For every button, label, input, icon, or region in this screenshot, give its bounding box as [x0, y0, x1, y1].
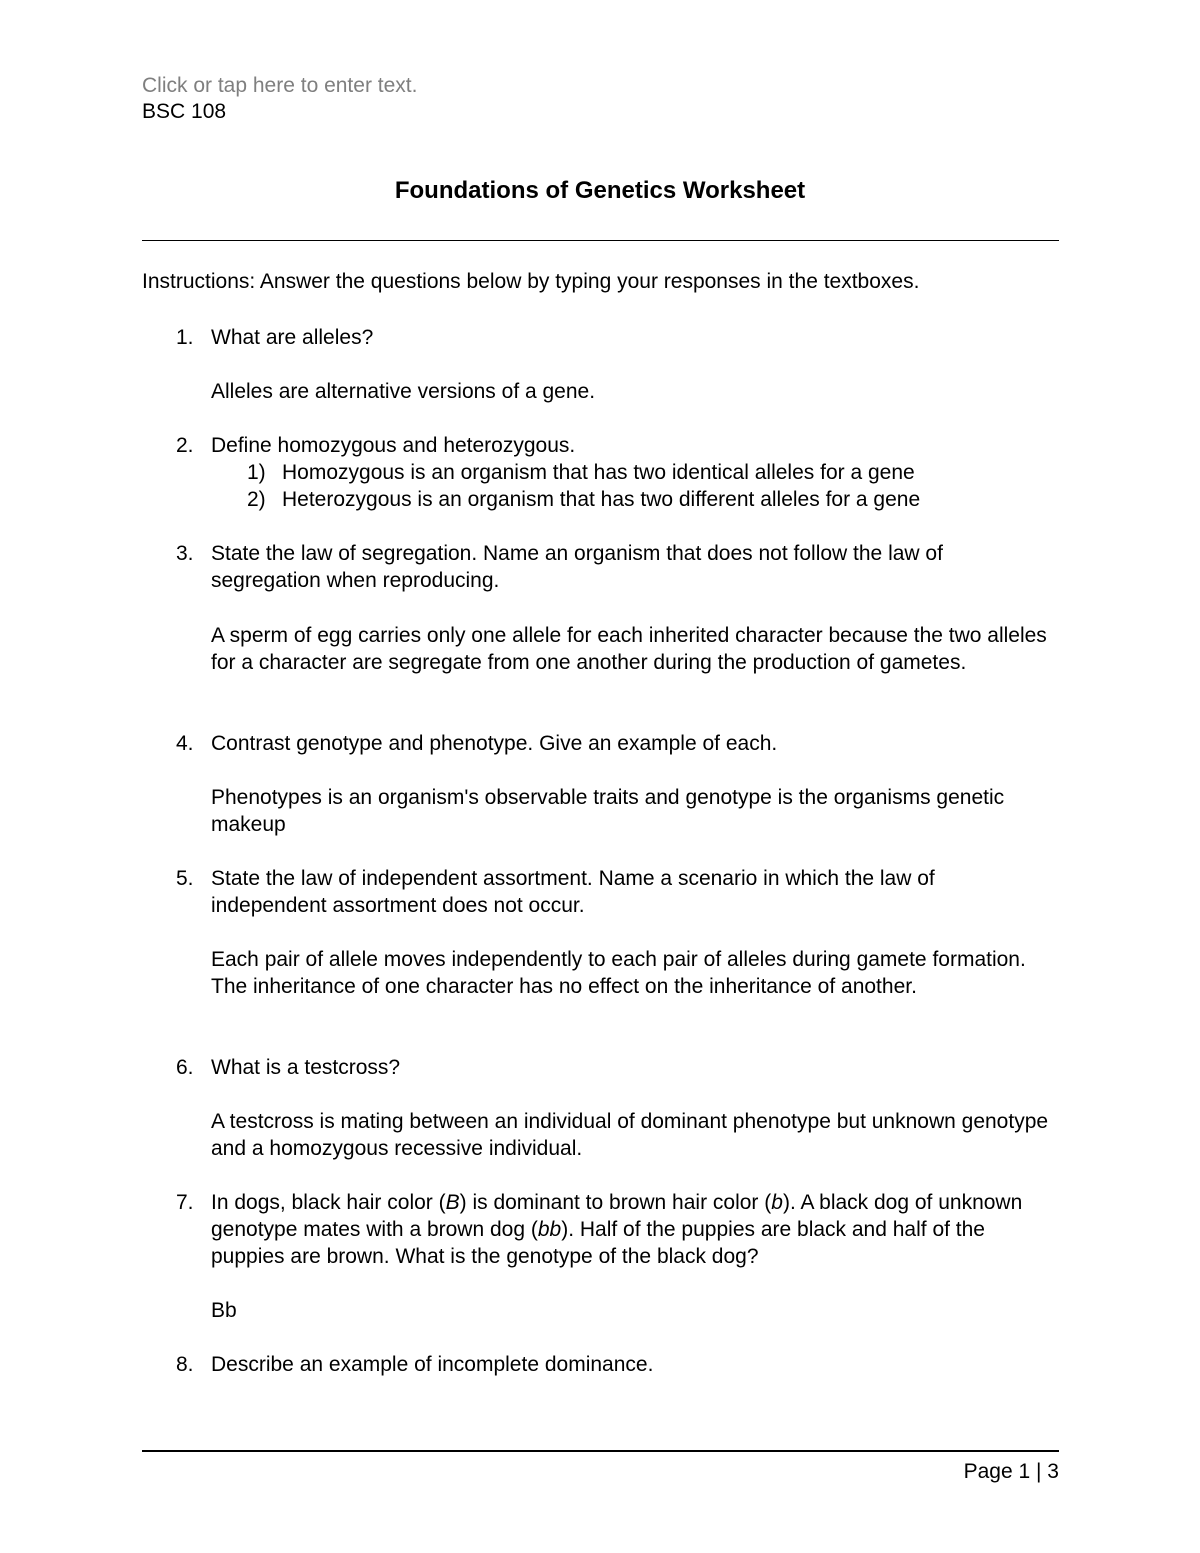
question-7 [142, 1189, 1072, 1270]
page-number: Page 1 | 3 [963, 1460, 1059, 1483]
course-code: BSC 108 [142, 100, 227, 123]
question-text: Define homozygous and heterozygous. [211, 434, 576, 457]
question-4 [142, 730, 1072, 757]
question-text: What are alleles? [211, 326, 374, 349]
question-text: State the law of independent assortment. Name a scenario in which the law of independent assortment does not occur. [211, 867, 935, 917]
allele-symbol: B [445, 1191, 460, 1214]
question-number: 4. [176, 732, 194, 755]
answer-7-textbox[interactable]: Bb [211, 1299, 237, 1322]
list-number: 1) [247, 461, 266, 484]
question-number: 8. [176, 1353, 194, 1376]
question-6 [142, 1054, 1072, 1081]
genotype-symbol: bb [537, 1218, 562, 1241]
answer-4-textbox[interactable]: Phenotypes is an organism's observable traits and genotype is the organisms genetic makeup [211, 786, 1005, 836]
allele-symbol: b [771, 1191, 783, 1214]
name-text-field[interactable]: Click or tap here to enter text. [142, 74, 418, 97]
answer-3-textbox[interactable]: A sperm of egg carries only one allele for each inherited character because the two alleles for a character are segregate from one another during the production of gametes. [211, 624, 1047, 674]
question-text: Contrast genotype and phenotype. Give an example of each. [211, 732, 778, 755]
question-number: 5. [176, 867, 194, 890]
title-divider [142, 240, 1059, 241]
question-number: 7. [176, 1191, 194, 1214]
answer-2-item-2[interactable] [247, 486, 920, 513]
list-item-text: Heterozygous is an organism that has two different alleles for a gene [282, 488, 921, 511]
question-text: What is a testcross? [211, 1056, 401, 1079]
question-8 [142, 1351, 1072, 1378]
question-2 [142, 432, 1072, 459]
answer-1-textbox[interactable]: Alleles are alternative versions of a gene. [211, 380, 596, 403]
question-text: Describe an example of incomplete dominance. [211, 1353, 654, 1376]
question-5 [142, 865, 1072, 919]
page-title: Foundations of Genetics Worksheet [394, 177, 806, 204]
question-number: 1. [176, 326, 194, 349]
question-1 [142, 324, 1072, 351]
answer-5-textbox[interactable]: Each pair of allele moves independently to each pair of alleles during gamete formation. The inheritance of one character has no effect on the inheritance of another. [211, 948, 1026, 998]
list-item-text: Homozygous is an organism that has two identical alleles for a gene [282, 461, 915, 484]
question-number: 2. [176, 434, 194, 457]
question-text: State the law of segregation. Name an organism that does not follow the law of segregation when reproducing. [211, 542, 943, 592]
instructions-text: Instructions: Answer the questions below by typing your responses in the textboxes. [142, 270, 920, 293]
question-3 [142, 540, 1072, 594]
question-number: 3. [176, 542, 194, 565]
list-number: 2) [247, 488, 266, 511]
question-text: In dogs, black hair color (B) is dominant to brown hair color (b). A black dog of unknown genotype mates with a brown dog (bb). Half of the puppies are black and half of the puppies are brown. What is the genotype of the black dog? [211, 1191, 1023, 1268]
answer-6-textbox[interactable]: A testcross is mating between an individual of dominant phenotype but unknown genotype and a homozygous recessive individual. [211, 1110, 1049, 1160]
footer-divider [142, 1450, 1059, 1452]
question-number: 6. [176, 1056, 194, 1079]
answer-2-item-1[interactable] [247, 459, 915, 486]
